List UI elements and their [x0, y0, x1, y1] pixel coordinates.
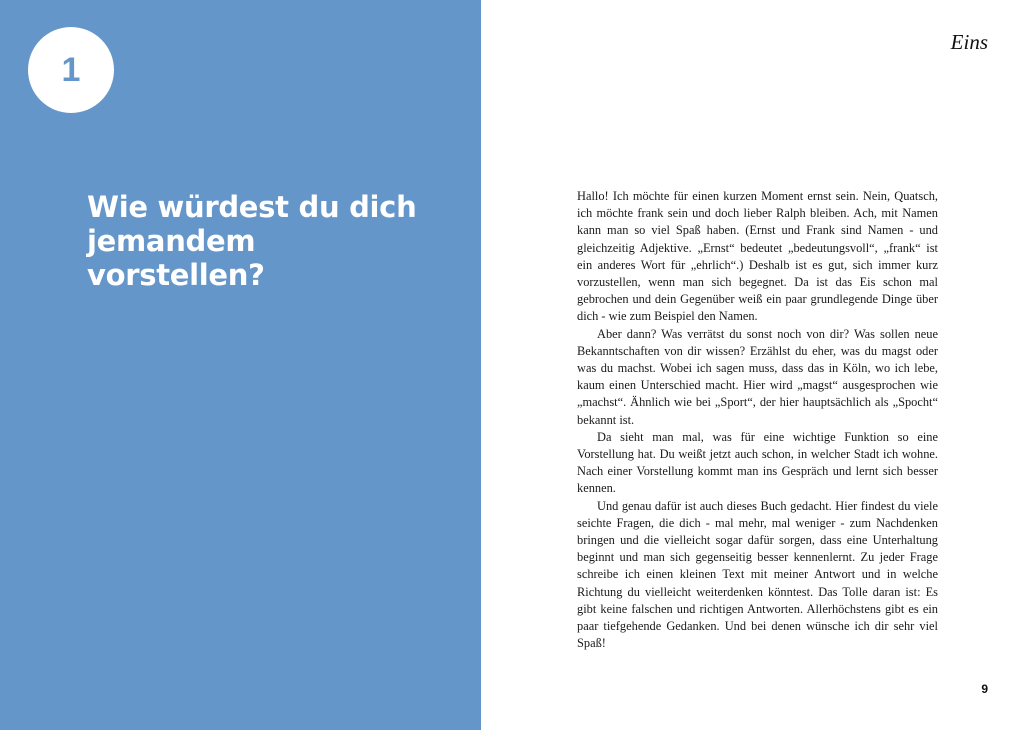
paragraph: Da sieht man mal, was für eine wichtige Funktion so eine Vorstellung hat. Du weißt jetzt auch schon, in welcher Stadt ich wohne. Nach einer Vorstellung kommt man ins Gespräch und lernt sich besser kennen.: [577, 429, 938, 496]
chapter-number-badge: 1: [28, 27, 114, 113]
paragraph: Aber dann? Was verrätst du sonst noch von dir? Was sollen neue Bekanntschaften von dir wissen? Erzählst du eher, was du magst oder was du machst. Wobei ich sagen muss, dass das in Köln, wo ich lebe, kaum einen Unterschied macht. Hier wird „magst“ ausgesprochen wie „machst“. Ähnlich wie bei „Sport“, der hier hauptsächlich als „Spocht“ bekannt ist.: [577, 326, 938, 427]
page-number: 9: [981, 682, 988, 696]
body-text: [577, 188, 938, 652]
paragraph: Und genau dafür ist auch dieses Buch gedacht. Hier findest du viele seichte Fragen, die dich - mal mehr, mal weniger - zum Nachdenken bringen und die vielleicht sogar dafür sorgen, dass eine Unterhaltung beginnt und man sich gegenseitig besser kennenlernt. Zu jeder Frage schreibe ich einen kleinen Text mit meiner Antwort und in welche Richtung du vielleicht weiterdenken könntest. Das Tolle daran ist: Es gibt keine falschen und richtigen Antworten. Allerhöchstens gibt es ein paar tiefgehende Gedanken. Und bei denen wünsche ich dir sehr viel Spaß!: [577, 498, 938, 651]
running-head: Eins: [950, 30, 988, 54]
paragraph: Hallo! Ich möchte für einen kurzen Moment ernst sein. Nein, Quatsch, ich möchte frank sein und doch lieber Ralph bleiben. Ach, mit Namen kann man so viel Spaß haben. (Ernst und Frank sind Namen - und gleichzeitig Adjektive. „Ernst“ bedeutet „bedeutungsvoll“, „frank“ ist ein anderes Wort für „ehrlich“.) Deshalb ist es gut, sich immer kurz vorzustellen, wenn man sich begegnet. Da ist das Eis schon mal gebrochen und dein Gegenüber weiß ein paar grundlegende Dinge über dich - wie zum Beispiel den Namen.: [577, 189, 938, 324]
left-page: [0, 0, 481, 730]
right-page: [481, 0, 1020, 730]
chapter-question-heading: Wie würdest du dich jemandem vorstellen?: [87, 190, 417, 292]
